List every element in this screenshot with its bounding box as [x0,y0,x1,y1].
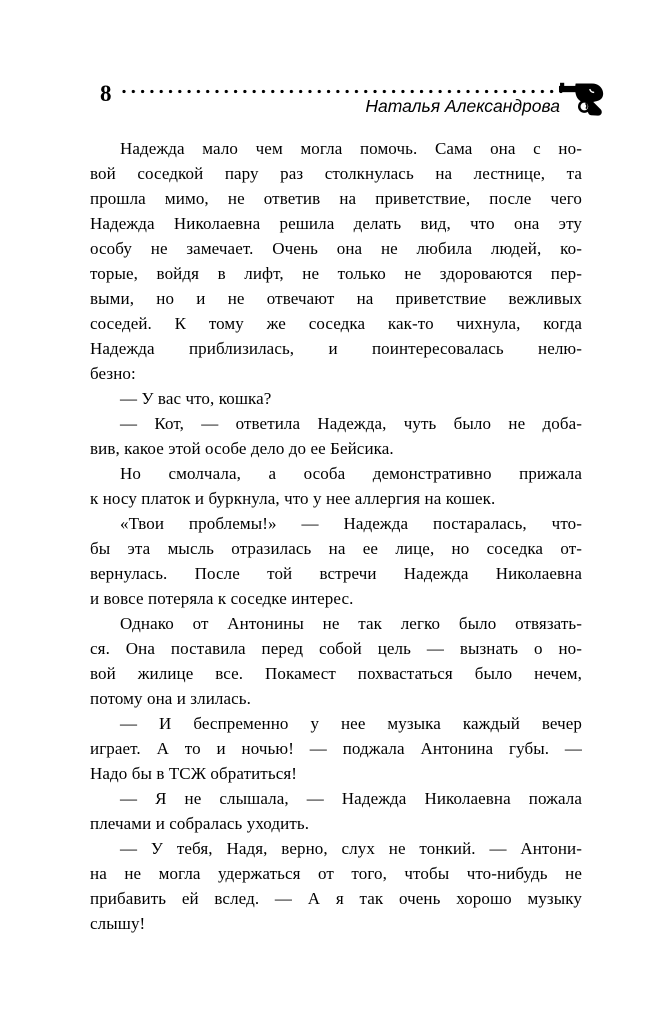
text-line: вернулась. После той встречи Надежда Николаевна [90,564,582,583]
paragraph [90,411,582,461]
text-line: Надежда мало чем могла помочь. Сама она с но- [120,139,582,158]
text-line: вой жилице все. Покамест похвастаться было нечем, [90,664,582,683]
text-line: торые, войдя в лифт, не только не здороваются пер- [90,264,582,283]
text-line: ся. Она поставила перед собой цель — вызнать о но- [90,639,582,658]
text-line: — У вас что, кошка? [120,389,272,408]
paragraph [90,836,582,936]
text-line: Надежда приблизилась, и поинтересовалась нелю- [90,339,582,358]
revolver-icon [559,82,607,120]
text-line: играет. А то и ночью! — поджала Антонина губы. — [90,739,582,758]
text-line: прошла мимо, не ответив на приветствие, после чего [90,189,582,208]
text-line: — У тебя, Надя, верно, слух не тонкий. — Антони- [120,839,582,858]
text-line: и вовсе потеряла к соседке интерес. [90,589,354,608]
paragraph [90,511,582,611]
text-line: вив, какое этой особе дело до ее Бейсика. [90,439,394,458]
paragraph [90,386,582,411]
dotted-leader-line [122,89,563,94]
text-line: прибавить ей вслед. — А я так очень хорошо музыку [90,889,582,908]
text-line: слышу! [90,914,146,933]
text-line: плечами и собралась уходить. [90,814,310,833]
paragraph [90,786,582,836]
paragraph [90,611,582,711]
text-line: Надо бы в ТСЖ обратиться! [90,764,298,783]
text-line: к носу платок и буркнула, что у нее аллергия на кошек. [90,489,496,508]
text-line: вой соседкой пару раз столкнулась на лестнице, та [90,164,582,183]
paragraph [90,711,582,786]
body-text [90,136,582,936]
paragraph [90,461,582,511]
text-line: потому она и злилась. [90,689,251,708]
text-line: Но смолчала, а особа демонстративно прижала [120,464,582,483]
text-line: «Твои проблемы!» — Надежда постаралась, что- [120,514,582,533]
text-line: — Кот, — ответила Надежда, чуть было не доба- [120,414,582,433]
text-line: соседей. К тому же соседка как-то чихнула, когда [90,314,582,333]
text-line: выми, но и не отвечают на приветствие вежливых [90,289,582,308]
text-line: Надежда Николаевна решила делать вид, что она эту [90,214,582,233]
page-number: 8 [100,81,112,106]
text-line: — И беспременно у нее музыка каждый вечер [120,714,582,733]
text-line: Однако от Антонины не так легко было отвязать- [120,614,582,633]
text-line: — Я не слышала, — Надежда Николаевна пожала [120,789,582,808]
text-line: безно: [90,364,136,383]
text-line: бы эта мысль отразилась на ее лице, но соседка от- [90,539,582,558]
paragraph [90,136,582,386]
running-head-author: Наталья Александрова [365,96,560,116]
text-line: на не могла удержаться от того, чтобы что-нибудь не [90,864,582,883]
text-line: особу не замечает. Очень она не любила людей, ко- [90,239,582,258]
